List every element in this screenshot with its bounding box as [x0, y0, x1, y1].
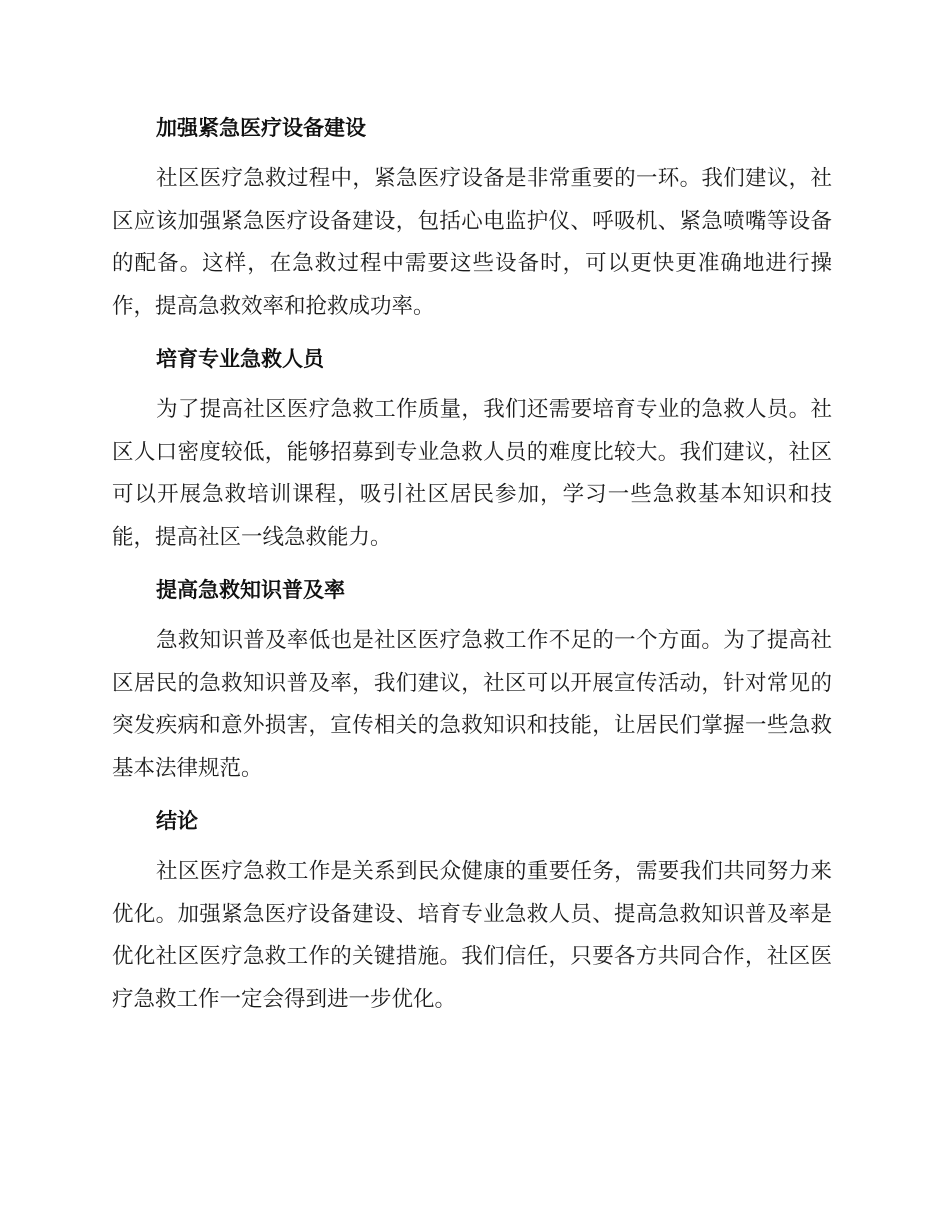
section-paragraph: 社区医疗急救过程中，紧急医疗设备是非常重要的一环。我们建议，社区应该加强紧急医疗设备建设，包括心电监护仪、呼吸机、紧急喷嘴等设备的配备。这样，在急救过程中需要这些设备时，可以更快更准确地进行操作，提高急救效率和抢救成功率。 [112, 166, 832, 319]
section-conclusion [112, 801, 832, 1021]
section-heading: 培育专业急救人员 [156, 347, 324, 371]
section-heading: 加强紧急医疗设备建设 [156, 116, 366, 140]
section-paragraph: 社区医疗急救工作是关系到民众健康的重要任务，需要我们共同努力来优化。加强紧急医疗设备建设、培育专业急救人员、提高急救知识普及率是优化社区医疗急救工作的关键措施。我们信任，只要各方共同合作，社区医疗急救工作一定会得到进一步优化。 [112, 859, 832, 1012]
section-knowledge [112, 570, 832, 790]
document-page [112, 108, 832, 1032]
section-heading: 提高急救知识普及率 [156, 578, 345, 602]
section-equipment [112, 108, 832, 328]
section-paragraph: 急救知识普及率低也是社区医疗急救工作不足的一个方面。为了提高社区居民的急救知识普及率，我们建议，社区可以开展宣传活动，针对常见的突发疾病和意外损害，宣传相关的急救知识和技能，让居民们掌握一些急救基本法律规范。 [112, 628, 832, 781]
section-paragraph: 为了提高社区医疗急救工作质量，我们还需要培育专业的急救人员。社区人口密度较低，能够招募到专业急救人员的难度比较大。我们建议，社区可以开展急救培训课程，吸引社区居民参加，学习一些急救基本知识和技能，提高社区一线急救能力。 [112, 397, 832, 550]
section-personnel [112, 339, 832, 559]
section-heading: 结论 [156, 809, 198, 833]
